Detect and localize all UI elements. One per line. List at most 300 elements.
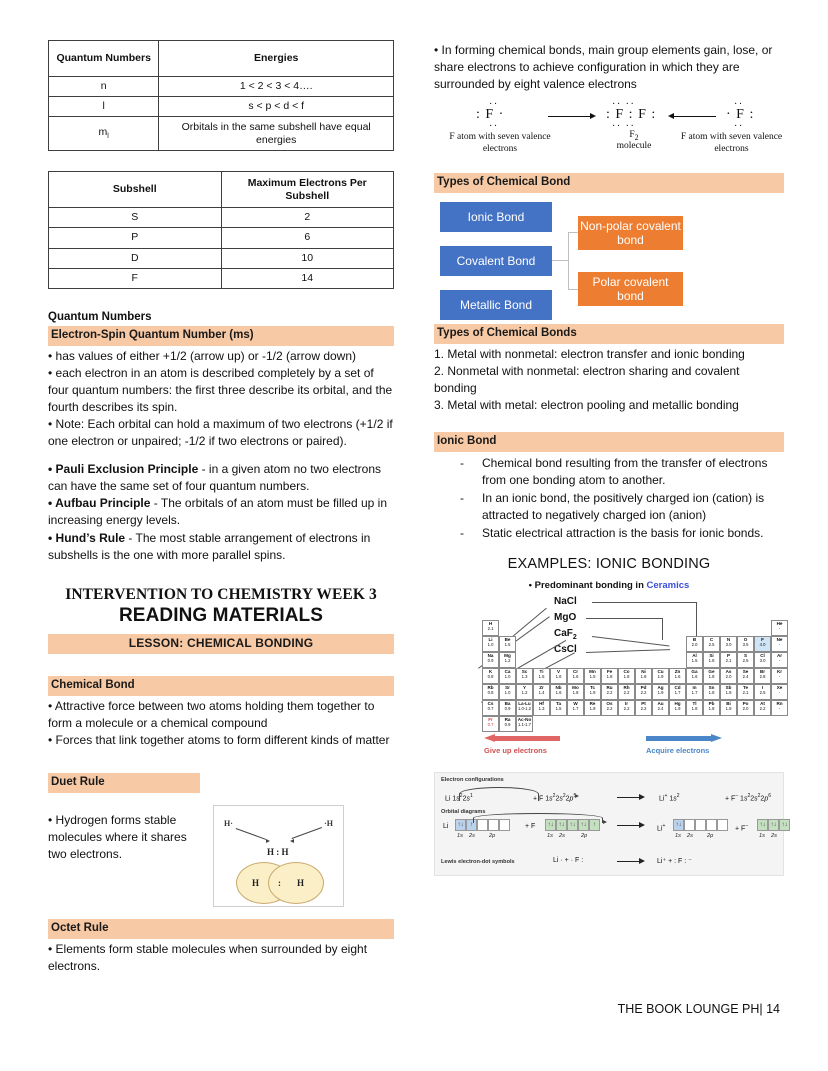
- periodic-table-cell: Po 2.0: [737, 700, 754, 716]
- periodic-table-cell: Kr -: [771, 668, 788, 684]
- connector-bottom: [568, 289, 578, 290]
- periodic-table-cell: I 2.5: [754, 684, 771, 700]
- periodic-table-row: [482, 636, 788, 652]
- orbital-label-1s-f-ion: 1s: [759, 833, 765, 840]
- cell-l-energy: s < p < d < f: [159, 97, 394, 117]
- table-row: [49, 208, 394, 228]
- band-chemical-bond: Chemical Bond: [48, 676, 394, 696]
- periodic-table-cell: Te 2.1: [737, 684, 754, 700]
- orbital-label-2s: 2s: [469, 833, 475, 840]
- orbital-box: [706, 819, 717, 831]
- periodic-table-cell: K 0.8: [482, 668, 499, 684]
- periodic-table-spacer: [737, 716, 754, 732]
- periodic-table-cell: Bi 1.9: [720, 700, 737, 716]
- acquire-arrow-head: [711, 734, 722, 742]
- periodic-table-cell: W 1.7: [567, 700, 584, 716]
- periodic-table-cell: Re 1.9: [584, 700, 601, 716]
- table-row: [49, 228, 394, 248]
- periodic-table-cell: Hf 1.3: [533, 700, 550, 716]
- cell-subshell-d: D: [49, 248, 222, 268]
- periodic-table-spacer: [618, 652, 635, 668]
- periodic-table-cell: Rh 2.2: [618, 684, 635, 700]
- duet-right-atom: ·H: [324, 819, 333, 828]
- periodic-table-cell: Ir 2.2: [618, 700, 635, 716]
- bullet-forces-link: • Forces that link together atoms to form different kinds of matter: [48, 733, 390, 748]
- bond-item-1: 1. Metal with nonmetal: electron transfer and ionic bonding: [434, 346, 745, 361]
- f-left-bottom-dots: ··: [489, 121, 499, 133]
- cell-l: l: [49, 97, 159, 117]
- periodic-table-cell: B 2.0: [686, 636, 703, 652]
- periodic-table-cell: Ta 1.5: [550, 700, 567, 716]
- periodic-table-spacer: [652, 620, 669, 636]
- orbital-box: [695, 819, 706, 831]
- periodic-table-spacer: [567, 636, 584, 652]
- table-row: [49, 117, 394, 151]
- periodic-table-cell: Ni 1.8: [635, 668, 652, 684]
- f-right-top-dots: ··: [734, 99, 744, 111]
- subshell-table: [48, 171, 394, 289]
- band-lesson-chemical-bonding: LESSON: CHEMICAL BONDING: [48, 634, 394, 655]
- f-left-symbol: : F ·: [476, 107, 505, 123]
- periodic-table-cell: Cs 0.7: [482, 700, 499, 716]
- f2-bottom-dots: ·· ··: [612, 121, 636, 133]
- periodic-table-spacer: [533, 652, 550, 668]
- periodic-table-cell: As 2.0: [720, 668, 737, 684]
- connector-top: [568, 232, 578, 233]
- periodic-table-spacer: [533, 716, 550, 732]
- quantum-numbers-table: [48, 40, 394, 151]
- orbital-box: ↑↓: [545, 819, 556, 831]
- give-up-electrons-label: Give up electrons: [484, 746, 547, 756]
- f-right-bottom-dots: ··: [734, 121, 744, 133]
- periodic-table-row: [482, 652, 788, 668]
- periodic-table-spacer: [720, 620, 737, 636]
- ec-transfer-arrowhead: [575, 794, 579, 798]
- octet-rule-text: • Elements form stable molecules when surrounded by eight electrons.: [48, 942, 368, 974]
- col-header-subshell: Subshell: [49, 172, 222, 208]
- leader-line-nacl-right: [592, 602, 696, 603]
- orb-f-ion-label: + F–: [735, 823, 749, 833]
- periodic-table-spacer: [550, 636, 567, 652]
- periodic-table-spacer: [516, 636, 533, 652]
- ec-li-ion: Li+ $1s^2$: [659, 793, 680, 803]
- col-header-energies: Energies: [159, 41, 394, 77]
- ec-f-ion: + F– $1s^22s^22p^6$: [725, 793, 771, 803]
- table-header-row: [49, 41, 394, 77]
- lewis-left: Li · + · F :: [553, 857, 584, 865]
- periodic-table-spacer: [618, 716, 635, 732]
- periodic-table-spacer: [754, 716, 771, 732]
- periodic-table-row: [482, 620, 788, 636]
- principle-aufbau-text: - The orbitals of an atom must be filled up in increasing energy levels.: [48, 496, 388, 528]
- periodic-table-cell: Tl 1.8: [686, 700, 703, 716]
- periodic-table-spacer: [516, 652, 533, 668]
- table-row: [49, 268, 394, 288]
- give-up-arrow-head: [484, 734, 495, 742]
- periodic-table-spacer: [533, 620, 550, 636]
- periodic-table-spacer: [618, 636, 635, 652]
- duet-rule-text: • Hydrogen forms stable molecules where it shares two electrons.: [48, 813, 187, 862]
- title-intervention: INTERVENTION TO CHEMISTRY WEEK 3: [65, 585, 377, 603]
- orb-reaction-arrow-shaft: [617, 825, 639, 826]
- periodic-table-spacer: [618, 620, 635, 636]
- label-orbital-diagrams: Orbital diagrams: [441, 809, 486, 816]
- table-header-row: [49, 172, 394, 208]
- periodic-table-cell: Au 2.4: [652, 700, 669, 716]
- periodic-table-cell: Li 1.0: [482, 636, 499, 652]
- orbital-label-2p-f: 2p: [581, 833, 588, 840]
- acquire-arrow-shaft: [646, 736, 711, 741]
- examples-ionic-bonding-title: EXAMPLES: IONIC BONDING: [507, 556, 711, 573]
- periodic-table-spacer: [550, 620, 567, 636]
- periodic-table-spacer: [754, 620, 771, 636]
- orbital-box: ↑↓: [673, 819, 684, 831]
- periodic-table-cell: Ru 2.2: [601, 684, 618, 700]
- arrow-left-head: [668, 113, 674, 119]
- periodic-table-cell: Mg 1.2: [499, 652, 516, 668]
- periodic-table-cell: In 1.7: [686, 684, 703, 700]
- cell-max-p: 6: [221, 228, 394, 248]
- label-lewis-electron-dot-symbols: Lewis electron-dot symbols: [441, 859, 515, 866]
- periodic-table-cell: Ca 1.0: [499, 668, 516, 684]
- lewis-right: Li⁺ + : F : ⁻: [657, 858, 692, 866]
- cell-ml-energy: Orbitals in the same subshell have equal energies: [159, 117, 394, 151]
- arrow-right-shaft: [548, 116, 590, 117]
- bullet-attractive-force: • Attractive force between two atoms holding them together to form a molecule or a chemical compound: [48, 699, 375, 731]
- periodic-table-row: [482, 700, 788, 716]
- periodic-table-cell: Xe -: [771, 684, 788, 700]
- heading-quantum-numbers: Quantum Numbers: [48, 310, 152, 323]
- periodic-table-spacer: [686, 716, 703, 732]
- examples-subtitle: [434, 580, 784, 591]
- periodic-table-spacer: [567, 620, 584, 636]
- table-row: [49, 77, 394, 97]
- table-row: [49, 97, 394, 117]
- periodic-table-cell: Rb 0.8: [482, 684, 499, 700]
- cell-subshell-f: F: [49, 268, 222, 288]
- duet-circle-right: [268, 862, 324, 904]
- f2-symbol: : F : F :: [606, 107, 657, 123]
- orb-transfer-arc: [473, 813, 603, 823]
- periodic-table-cell: Sr 1.0: [499, 684, 516, 700]
- cell-n-energy: 1 < 2 < 3 < 4….: [159, 77, 394, 97]
- periodic-table-cell: Be 1.5: [499, 636, 516, 652]
- give-up-arrow-shaft: [495, 736, 560, 741]
- orb-li-label: Li: [443, 823, 449, 831]
- f2-molecule-caption: molecule: [616, 141, 652, 152]
- periodic-table-spacer: [601, 716, 618, 732]
- periodic-table-grid: [482, 620, 788, 732]
- periodic-table-spacer: [720, 716, 737, 732]
- band-types-of-chemical-bonds: Types of Chemical Bonds: [434, 324, 784, 344]
- periodic-table-cell: Os 2.2: [601, 700, 618, 716]
- periodic-table-spacer: [499, 620, 516, 636]
- periodic-table-spacer: [669, 716, 686, 732]
- periodic-table-cell: C 2.5: [703, 636, 720, 652]
- band-types-of-chemical-bond: Types of Chemical Bond: [434, 173, 784, 193]
- periodic-table-cell: H 2.1: [482, 620, 499, 636]
- orbital-label-2s-f-ion: 2s: [771, 833, 777, 840]
- periodic-table-spacer: [601, 620, 618, 636]
- periodic-table-row: [482, 668, 788, 684]
- principle-pauli-text: - in a given atom no two electrons can have the same set of four quantum numbers.: [48, 462, 382, 494]
- periodic-table-spacer: [635, 636, 652, 652]
- periodic-table-cell: Al 1.5: [686, 652, 703, 668]
- periodic-table-spacer: [771, 716, 788, 732]
- periodic-table-cell: Ra 0.9: [499, 716, 516, 732]
- ionic-item-3: - Static electrical attraction is the basis for ionic bonds.: [460, 525, 784, 542]
- periodic-table-spacer: [584, 652, 601, 668]
- duet-product: H : H: [267, 847, 289, 857]
- connector-stub: [552, 260, 568, 261]
- periodic-table-cell: Pb 1.8: [703, 700, 720, 716]
- col-header-max-electrons: Maximum Electrons Per Subshell: [221, 172, 394, 208]
- ec-transfer-arc: [459, 787, 539, 801]
- box-ionic-bond[interactable]: Ionic Bond: [440, 202, 552, 232]
- table-row: [49, 248, 394, 268]
- bond-types-diagram: [434, 198, 784, 316]
- label-electron-configurations: Electron configurations: [441, 777, 504, 784]
- box-nonpolar-covalent-bond[interactable]: Non-polar covalent bond: [578, 216, 683, 250]
- duet-arrow-right-head: [290, 839, 294, 843]
- periodic-table-cell: Y 1.2: [516, 684, 533, 700]
- periodic-table-cell: Sn 1.8: [703, 684, 720, 700]
- principle-pauli-name: • Pauli Exclusion Principle: [48, 462, 199, 477]
- f-left-top-dots: ··: [489, 99, 499, 111]
- examples-subtitle-ceramics: Ceramics: [646, 580, 690, 592]
- compound-label-caf2: CaF$_2$: [554, 628, 577, 642]
- box-metallic-bond[interactable]: Metallic Bond: [440, 290, 552, 320]
- duet-circle-left-label: H: [252, 878, 260, 888]
- periodic-table-spacer: [635, 716, 652, 732]
- cell-subshell-p: P: [49, 228, 222, 248]
- periodic-table-cell: Cu 1.9: [652, 668, 669, 684]
- compound-label-mgo: MgO: [554, 612, 577, 624]
- col-header-quantum-numbers: Quantum Numbers: [49, 41, 159, 77]
- f2-top-dots: ·· ··: [612, 99, 636, 111]
- orb-f-label: + F: [525, 823, 536, 831]
- principles-list: [48, 461, 394, 563]
- principle-aufbau-name: • Aufbau Principle: [48, 496, 151, 511]
- ec-reaction-arrow-head: [639, 794, 645, 800]
- orbital-box: [684, 819, 695, 831]
- periodic-table-cell: Pd 2.2: [635, 684, 652, 700]
- box-polar-covalent-bond[interactable]: Polar covalent bond: [578, 272, 683, 306]
- periodic-table-cell: V 1.6: [550, 668, 567, 684]
- periodic-table-cell: F 4.0: [754, 636, 771, 652]
- duet-arrow-right-line: [292, 827, 322, 839]
- band-duet-rule: Duet Rule: [48, 773, 200, 793]
- cell-ml: $m_l$: [49, 117, 159, 151]
- periodic-table-spacer: [584, 620, 601, 636]
- electron-spin-bullets: [48, 348, 394, 450]
- give-up-electrons-arrow: [484, 734, 560, 743]
- periodic-table-spacer: [584, 716, 601, 732]
- ionic-item-1: - Chemical bond resulting from the transfer of electrons from one bonding atom to another.: [460, 455, 784, 489]
- periodic-table-cell: Zr 1.4: [533, 684, 550, 700]
- cell-max-f: 14: [221, 268, 394, 288]
- periodic-table-cell: Ag 1.9: [652, 684, 669, 700]
- bond-item-3: 3. Metal with metal: electron pooling and metallic bonding: [434, 398, 739, 413]
- periodic-table-cell: Cr 1.6: [567, 668, 584, 684]
- principle-hund: [48, 530, 394, 564]
- periodic-table-spacer: [669, 620, 686, 636]
- periodic-table-cell: O 3.5: [737, 636, 754, 652]
- orbital-box: ↑↓: [768, 819, 779, 831]
- periodic-table-spacer: [652, 652, 669, 668]
- bullet-spin-values: • has values of either +1/2 (arrow up) or -1/2 (arrow down): [48, 349, 357, 364]
- bullet-four-quantum-numbers: • each electron in an atom is described completely by a set of four quantum numbers: the first three describe its orbital, and the fourth describes its spin.: [48, 366, 393, 415]
- orbital-boxes-li-ion: [673, 819, 728, 831]
- periodic-table-cell: At 2.2: [754, 700, 771, 716]
- cell-n: n: [49, 77, 159, 97]
- orbital-box: ↑↓: [455, 819, 466, 831]
- periodic-table-spacer: [550, 652, 567, 668]
- periodic-table-cell: Br 2.8: [754, 668, 771, 684]
- duet-shared-dots: :: [278, 878, 281, 888]
- periodic-table-spacer: [601, 652, 618, 668]
- periodic-table-cell: Mn 1.5: [584, 668, 601, 684]
- orb-reaction-arrow-head: [639, 822, 645, 828]
- periodic-table-cell: Hg 1.9: [669, 700, 686, 716]
- periodic-table-cell: Fe 1.8: [601, 668, 618, 684]
- periodic-table-cell: Si 1.8: [703, 652, 720, 668]
- ec-f: + F $1s^22s^22p^5$: [533, 793, 577, 803]
- periodic-table-spacer: [737, 620, 754, 636]
- periodic-table-spacer: [669, 652, 686, 668]
- periodic-table-cell: Ac-No 1.1-1.7: [516, 716, 533, 732]
- orbital-label-1s: 1s: [457, 833, 463, 840]
- orbital-box: ↑: [466, 819, 477, 831]
- periodic-table-cell: Cl 3.0: [754, 652, 771, 668]
- leader-line-mgo-right: [586, 618, 662, 619]
- box-covalent-bond[interactable]: Covalent Bond: [440, 246, 552, 276]
- f-left-caption: F atom with seven valence electrons: [449, 132, 551, 155]
- principle-hund-name: • Hund’s Rule: [48, 530, 126, 545]
- intro-bullet-valence: • In forming chemical bonds, main group elements gain, lose, or share electrons to achieve configuration in which they are surrounded by eight valence electrons: [434, 43, 773, 92]
- periodic-table-cell: Ti 1.5: [533, 668, 550, 684]
- periodic-table-spacer: [601, 636, 618, 652]
- periodic-table-cell: Nb 1.6: [550, 684, 567, 700]
- types-of-bonds-list: [434, 346, 784, 414]
- periodic-table-spacer: [635, 652, 652, 668]
- orbital-box: ↑↓: [779, 819, 790, 831]
- periodic-table-cell: Zn 1.6: [669, 668, 686, 684]
- band-electron-spin-quantum-number: Electron-Spin Quantum Number (ms): [48, 326, 394, 346]
- fluorine-lewis-figure: [434, 99, 784, 161]
- periodic-table-cell: Ne -: [771, 636, 788, 652]
- duet-arrow-left-line: [236, 828, 266, 840]
- periodic-table-spacer: [567, 652, 584, 668]
- periodic-table-cell: Tc 1.9: [584, 684, 601, 700]
- periodic-table-cell: Fr 0.7: [482, 716, 499, 732]
- periodic-table-spacer: [686, 620, 703, 636]
- arrow-right-head: [590, 113, 596, 119]
- orbital-box: ↑↓: [556, 819, 567, 831]
- periodic-table-cell: P 2.1: [720, 652, 737, 668]
- ionic-item-2: - In an ionic bond, the positively charged ion (cation) is attracted to negatively charged ion (anion): [460, 490, 784, 524]
- principle-aufbau: [48, 495, 394, 529]
- orbital-label-1s-f: 1s: [547, 833, 553, 840]
- periodic-table-cell: Mo 1.8: [567, 684, 584, 700]
- compound-label-nacl: NaCl: [554, 596, 577, 608]
- chemical-bond-bullets: [48, 698, 394, 749]
- band-octet-rule: Octet Rule: [48, 919, 394, 939]
- periodic-table-cell: Rn -: [771, 700, 788, 716]
- examples-subtitle-pre: • Predominant bonding in: [528, 580, 647, 592]
- f-right-caption: F atom with seven valence electrons: [680, 132, 783, 155]
- orbital-label-1s-li-ion: 1s: [675, 833, 681, 840]
- periodic-table-row: [482, 716, 788, 732]
- periodic-table-cell: Ba 0.9: [499, 700, 516, 716]
- orbital-boxes-f-ion: [757, 819, 790, 831]
- orbital-label-2s-li-ion: 2s: [687, 833, 693, 840]
- duet-circle-right-label: H: [297, 878, 305, 888]
- orbital-label-2p-li-ion: 2p: [707, 833, 714, 840]
- cell-subshell-s: S: [49, 208, 222, 228]
- periodic-table-spacer: [669, 636, 686, 652]
- periodic-table-spacer: [652, 636, 669, 652]
- principle-pauli: [48, 461, 394, 495]
- page-footer: THE BOOK LOUNGE PH| 14: [617, 1002, 780, 1016]
- lithium-fluorine-transfer-figure: [434, 772, 788, 876]
- orbital-label-2s-f: 2s: [559, 833, 565, 840]
- periodic-table-spacer: [533, 636, 550, 652]
- ec-li: Li $1s^22s^1$: [445, 793, 473, 803]
- acquire-electrons-arrow: [646, 734, 722, 743]
- compound-label-cscl: CsCl: [554, 644, 577, 656]
- bullet-orbital-max-two: • Note: Each orbital can hold a maximum of two electrons (+1/2 if one electron or unpaired; -1/2 if two electrons or paired).: [48, 417, 393, 449]
- periodic-table-cell: Pt 2.2: [635, 700, 652, 716]
- orbital-box: ↑↓: [567, 819, 578, 831]
- orbital-box: [717, 819, 728, 831]
- orbital-box: ↑↓: [757, 819, 768, 831]
- periodic-table-cell: Se 2.4: [737, 668, 754, 684]
- arrow-left-shaft: [674, 116, 716, 117]
- periodic-table-spacer: [550, 716, 567, 732]
- periodic-table-cell: Ar -: [771, 652, 788, 668]
- electronegativity-periodic-table-figure: [434, 594, 784, 762]
- lewis-reaction-arrow-shaft: [617, 861, 639, 862]
- periodic-table-row: [482, 684, 788, 700]
- periodic-table-cell: Ge 1.8: [703, 668, 720, 684]
- principle-hund-text: - The most stable arrangement of electrons in subshells is the one with more parallel spins.: [48, 530, 371, 562]
- periodic-table-spacer: [567, 716, 584, 732]
- periodic-table-spacer: [584, 636, 601, 652]
- f-right-symbol: · F :: [726, 107, 755, 123]
- ec-reaction-arrow-shaft: [617, 797, 639, 798]
- periodic-table-spacer: [703, 716, 720, 732]
- orbital-box: ↑↓: [578, 819, 589, 831]
- orbital-box: ↑: [589, 819, 600, 831]
- title-reading-materials: READING MATERIALS: [118, 604, 323, 626]
- duet-rule-figure: [213, 805, 344, 907]
- periodic-table-cell: Cd 1.7: [669, 684, 686, 700]
- cell-max-d: 10: [221, 248, 394, 268]
- bond-item-2: 2. Nonmetal with nonmetal: electron sharing and covalent bonding: [434, 364, 740, 396]
- duet-left-atom: H·: [224, 819, 233, 828]
- periodic-table-cell: Na 0.9: [482, 652, 499, 668]
- acquire-electrons-label: Acquire electrons: [646, 746, 710, 756]
- duet-arrow-left-head: [266, 839, 270, 843]
- periodic-table-spacer: [703, 620, 720, 636]
- orb-li-ion-label: Li+: [657, 823, 666, 833]
- periodic-table-cell: Co 1.8: [618, 668, 635, 684]
- lewis-reaction-arrow-head: [639, 858, 645, 864]
- band-ionic-bond: Ionic Bond: [434, 432, 784, 452]
- orbital-label-2p: 2p: [489, 833, 496, 840]
- periodic-table-cell: Sc 1.3: [516, 668, 533, 684]
